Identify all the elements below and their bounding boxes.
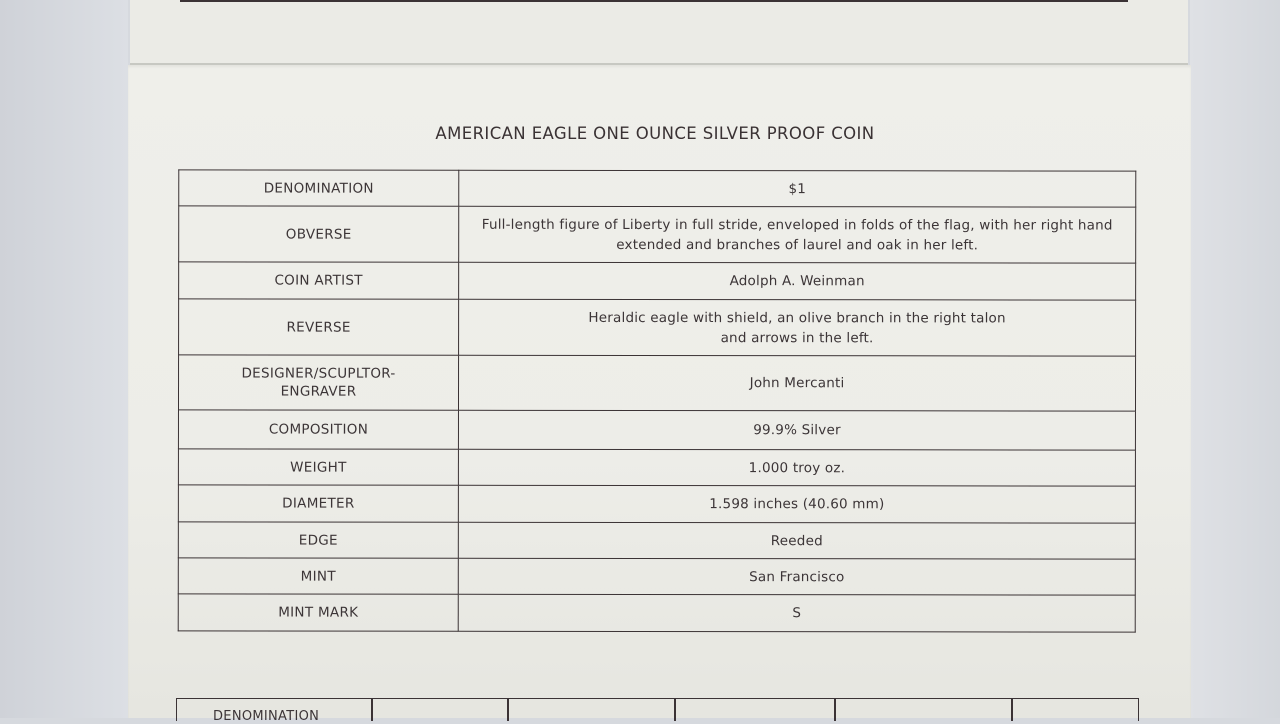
row-value: San Francisco [458, 558, 1135, 595]
certificate-title: AMERICAN EAGLE ONE OUNCE SILVER PROOF COIN [435, 124, 875, 143]
row-label: WEIGHT [178, 449, 458, 485]
row-value: $1 [459, 170, 1136, 207]
background-left [0, 0, 128, 718]
row-value: Adolph A. Weinman [459, 262, 1136, 300]
row-label: REVERSE [179, 299, 459, 355]
row-label: MINT MARK [178, 594, 458, 631]
row-label: COMPOSITION [178, 410, 458, 449]
row-value: S [458, 594, 1135, 632]
row-value: 1.598 inches (40.60 mm) [458, 485, 1135, 523]
row-label: DENOMINATION [179, 170, 459, 206]
row-value: John Mercanti [458, 355, 1135, 411]
row-label: MINT [178, 558, 458, 594]
row-label: COIN ARTIST [179, 262, 459, 299]
table-row [179, 206, 1136, 263]
row-label: EDGE [178, 522, 458, 558]
upper-card-panel [130, 0, 1188, 65]
table-row [178, 355, 1135, 411]
row-value: 99.9% Silver [458, 410, 1135, 450]
upper-table-divider [420, 0, 421, 2]
table-row [179, 299, 1136, 356]
row-value: Heraldic eagle with shield, an olive branch in the right talon and arrows in the left. [459, 299, 1136, 356]
table-row [178, 522, 1135, 559]
table-row [178, 449, 1135, 486]
row-value: 1.000 troy oz. [458, 449, 1135, 486]
row-label: DIAMETER [178, 485, 458, 522]
lower-table-partial-label: DENOMINATION [213, 709, 320, 724]
row-label: DESIGNER/SCUPLTOR-ENGRAVER [178, 355, 458, 410]
table-row [178, 558, 1135, 595]
row-label: OBVERSE [179, 206, 459, 262]
table-row [179, 170, 1136, 207]
row-value: Full-length figure of Liberty in full stride, enveloped in folds of the flag, with her right hand extended and branches of laurel and oak in her left. [459, 206, 1136, 263]
upper-table-edge [180, 0, 1128, 2]
table-row [179, 262, 1136, 300]
table-row [178, 594, 1135, 632]
table-row [178, 410, 1135, 450]
row-value: Reeded [458, 522, 1135, 559]
background-right [1190, 0, 1280, 718]
table-row [178, 485, 1135, 523]
coin-specifications-table [178, 169, 1137, 632]
